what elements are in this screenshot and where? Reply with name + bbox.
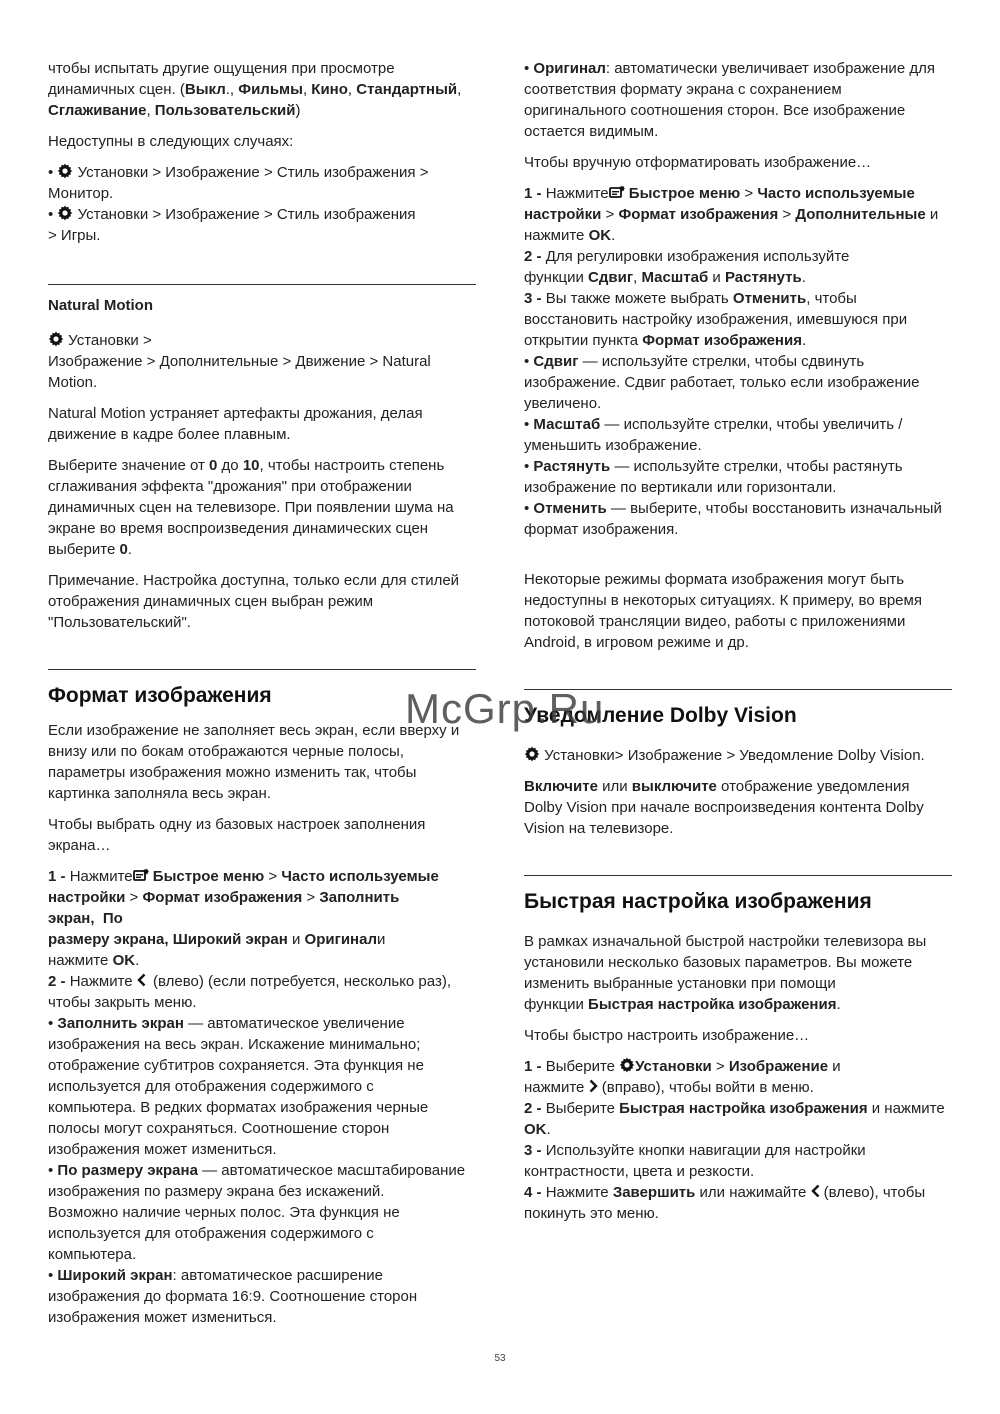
text: : автоматическое расширение <box>172 1267 383 1284</box>
text: , <box>90 910 103 927</box>
path-text: Установки > <box>64 332 152 349</box>
natural-motion-path <box>48 330 476 393</box>
text: Выберите значение от <box>48 457 210 474</box>
text-line: используется для отображения содержимого с <box>48 1078 374 1095</box>
text: и <box>376 931 386 948</box>
scale-label: Масштаб <box>533 416 601 433</box>
text: и <box>287 931 305 948</box>
text-line: Возможно наличие черных полос. Эта функция не <box>48 1204 400 1221</box>
quick-menu-label: Быстрое меню <box>148 868 265 885</box>
settings-label: Установки <box>635 1058 712 1075</box>
text: . <box>801 332 807 349</box>
text: функции <box>524 996 589 1013</box>
enable-label: Включите <box>524 778 598 795</box>
text: , чтобы <box>806 290 857 307</box>
text-line: Vision на телевизоре. <box>524 820 674 837</box>
step-number: 4 - <box>524 1184 546 1201</box>
text-line: изображения на весь экран. Искажение минимально; <box>48 1036 421 1053</box>
text-line: изображения может измениться. <box>48 1141 277 1158</box>
unavailable-label: Недоступны в следующих случаях: <box>48 133 294 150</box>
text-line: изображения до формата 16:9. Соотношение сторон <box>48 1288 418 1305</box>
text: > <box>601 206 619 223</box>
frequent-settings-label: настройки <box>48 889 126 906</box>
step-number: 3 - <box>524 1142 546 1159</box>
text: и <box>925 206 939 223</box>
original-label: Оригинал <box>304 931 377 948</box>
text-line: компьютера. <box>48 1246 137 1263</box>
style-smooth: Сглаживание <box>48 102 147 119</box>
text: — автоматическое масштабирование <box>197 1162 466 1179</box>
text-line: восстановить настройку изображения, имевшуюся при <box>524 311 908 328</box>
text-line: Android, в игровом режиме и др. <box>524 634 749 651</box>
format-limitations <box>524 569 952 653</box>
natural-motion-note <box>48 570 476 633</box>
undo-label: Отменить <box>732 290 807 307</box>
value-max: 10 <box>242 457 260 474</box>
text-line: формат изображения. <box>524 521 679 538</box>
stretch-label: Растянуть <box>533 458 611 475</box>
text: открытии пункта <box>524 332 643 349</box>
text: Используйте кнопки навигации для настройки <box>545 1142 866 1159</box>
text: нажмите <box>48 952 113 969</box>
step-number: 2 - <box>524 248 546 265</box>
text: . <box>546 1121 551 1138</box>
text: динамичных сцен. ( <box>48 81 185 98</box>
style-off: Выкл <box>184 81 226 98</box>
text-line: остается видимым. <box>524 123 659 140</box>
text-line: изображения может измениться. <box>48 1309 277 1326</box>
shift-label: Сдвиг <box>588 269 634 286</box>
text: Нажмите <box>545 185 609 202</box>
ok-label: OK <box>588 227 612 244</box>
picture-format-label: Формат изображения <box>142 889 303 906</box>
text: Нажмите <box>545 1184 613 1201</box>
text: Выберите <box>545 1058 620 1075</box>
gear-icon <box>48 331 64 347</box>
text: — выберите, чтобы восстановить изначальный <box>606 500 942 517</box>
text: (влево) (если потребуется, несколько раз), <box>148 973 451 990</box>
text: > <box>778 206 796 223</box>
text: и нажмите <box>867 1100 945 1117</box>
section-divider <box>524 875 952 876</box>
text-line: изображение по вертикали или горизонтали. <box>524 479 837 496</box>
picture-format-description <box>48 720 476 804</box>
text: — используйте стрелки, чтобы растянуть <box>610 458 903 475</box>
undo-label: Отменить <box>533 500 607 517</box>
text: . <box>611 227 616 244</box>
style-standard: Стандартный <box>356 81 458 98</box>
text: , <box>302 81 312 98</box>
text: > <box>302 889 320 906</box>
text-line: изменить выбранные установки при помощи <box>524 975 836 992</box>
text: > <box>264 868 282 885</box>
watermark: McGrp.Ru <box>405 685 605 732</box>
step-number: 2 - <box>524 1100 546 1117</box>
text-line: недоступны в некоторых ситуациях. К примеру, во время <box>524 592 922 609</box>
text: Нажмите <box>69 868 133 885</box>
frequent-settings-label: Часто используемые <box>757 185 915 202</box>
fit-screen-label: размеру экрана, Широкий экран <box>48 931 288 948</box>
section-divider <box>48 669 476 670</box>
style-cinema: Кино <box>311 81 348 98</box>
text-line: чтобы закрыть меню. <box>48 994 197 1011</box>
shift-label: Сдвиг <box>533 353 579 370</box>
picture-label: Изображение <box>728 1058 829 1075</box>
step-number: 3 - <box>524 290 546 307</box>
stretch-label: Растянуть <box>724 269 802 286</box>
text: — используйте стрелки, чтобы увеличить / <box>600 416 903 433</box>
text: Выберите <box>545 1100 620 1117</box>
text: . <box>127 541 132 558</box>
text-line: Чтобы выбрать одну из базовых настроек заполнения <box>48 816 426 833</box>
text-line: Некоторые режимы формата изображения могут быть <box>524 571 905 588</box>
picture-style-intro <box>48 58 476 121</box>
text-line: увеличено. <box>524 395 602 412</box>
quick-menu-label: Быстрое меню <box>624 185 741 202</box>
manual-steps: 1 - Нажмите Быстрое меню > Часто используемые настройки > Формат изображения > Дополнительные и нажмите OK. 2 - Для регулировки изображения используйте функции Сдвиг, Масштаб и Растянуть. 3 - Вы также можете выбрать Отменить, чтобы восстановить настройку изображения, имевшуюся при открытии пункта Формат изображения. • Сдвиг — используйте стрелки, чтобы сдвинуть изображение. Сдвиг работает, только если изображение увеличено. • Масштаб — используйте стрелки, чтобы увеличить / уменьшить изображение. • Растянуть — используйте стрелки, чтобы растянуть изображение по вертикали или горизонтали. • Отменить — выберите, чтобы восстановить изначальный формат изображения. <box>524 183 952 540</box>
text-line: внизу или по бокам отображаются черные полосы, <box>48 743 405 760</box>
step-number: 1 - <box>524 185 546 202</box>
case-path: > Игры. <box>48 227 101 244</box>
fill-screen-label: Заполнить экран <box>48 889 400 927</box>
text-line: изображения по размеру экрана без искажений. <box>48 1183 385 1200</box>
section-divider <box>48 284 476 285</box>
text-line: установили несколько базовых параметров. Вы можете <box>524 954 913 971</box>
text-line: уменьшить изображение. <box>524 437 702 454</box>
text: или нажимайте <box>695 1184 811 1201</box>
text: — автоматическое увеличение <box>183 1015 405 1032</box>
unavailable-cases: • Установки > Изображение > Стиль изображения > Монитор. • Установки > Изображение > Стиль изображения > Игры. <box>48 164 429 244</box>
right-column <box>524 58 952 1224</box>
quick-menu-icon <box>609 185 625 199</box>
quick-setup-label: Быстрая настройка изображения <box>588 996 837 1013</box>
basic-settings-intro <box>48 814 476 856</box>
text-line: Если изображение не заполняет весь экран, если вверху и <box>48 722 460 739</box>
text-line: соответствия формату экрана с сохранением <box>524 81 842 98</box>
text-line: полосы могут сохраняться. Соотношение сторон <box>48 1120 390 1137</box>
text: нажмите <box>524 227 589 244</box>
text-line: покинуть это меню. <box>524 1205 659 1222</box>
text: ) <box>295 102 301 119</box>
scale-label: Масштаб <box>641 269 709 286</box>
gear-icon <box>57 163 73 179</box>
text: > <box>711 1058 729 1075</box>
text-line: динамичных сцен на телевизоре. При появлении шума на <box>48 499 454 516</box>
text-line: параметры изображения можно изменить так, чтобы <box>48 764 417 781</box>
text: > <box>740 185 758 202</box>
chevron-right-icon <box>589 1079 598 1093</box>
gear-icon <box>524 746 540 762</box>
case-path: Монитор. <box>48 185 114 202</box>
text-line: компьютера. В редких форматах изображения черные <box>48 1099 429 1116</box>
page-number: 53 <box>494 1353 506 1364</box>
frequent-settings-label: настройки <box>524 206 602 223</box>
gear-icon <box>619 1057 635 1073</box>
path-text: Motion. <box>48 374 98 391</box>
value-zero: 0 <box>119 541 128 558</box>
advanced-label: Дополнительные <box>795 206 926 223</box>
fill-screen-label: Заполнить экран <box>57 1015 184 1032</box>
text: , <box>633 269 642 286</box>
text-line: потоковой трансляции видео, работы с приложениями <box>524 613 906 630</box>
text: Нажмите <box>69 973 137 990</box>
text: выберите <box>48 541 120 558</box>
text: функции <box>524 269 589 286</box>
step-number: 2 - <box>48 973 70 990</box>
text-line: "Пользовательский". <box>48 614 191 631</box>
quick-setup-label: Быстрая настройка изображения <box>619 1100 868 1117</box>
text: — используйте стрелки, чтобы сдвинуть <box>578 353 865 370</box>
text: > <box>125 889 143 906</box>
natural-motion-title: Natural Motion <box>48 297 153 314</box>
dolby-vision-description <box>524 776 952 839</box>
finish-label: Завершить <box>612 1184 696 1201</box>
text: (влево), чтобы <box>819 1184 926 1201</box>
quick-setup-description <box>524 931 952 1015</box>
text-line: движение в кадре более плавным. <box>48 426 291 443</box>
chevron-left-icon <box>137 973 146 987</box>
quick-setup-intro: Чтобы быстро настроить изображение… <box>524 1027 810 1044</box>
picture-format-heading: Формат изображения <box>48 684 272 707</box>
text: и <box>708 269 725 286</box>
text-line: экрана… <box>48 837 111 854</box>
text-line: отображение субтитров сохраняется. Эта функция не <box>48 1057 424 1074</box>
text-line: чтобы испытать другие ощущения при просмотре <box>48 60 395 77</box>
natural-motion-description <box>48 403 476 445</box>
case-path: Установки > Изображение > Стиль изображения > <box>73 164 429 181</box>
chevron-left-icon <box>811 1184 820 1198</box>
text: , <box>146 102 155 119</box>
text-line: изображение. Сдвиг работает, только если изображение <box>524 374 920 391</box>
text: . <box>836 996 841 1013</box>
text: ., <box>225 81 239 98</box>
text-line: экране во время воспроизведения динамических сцен <box>48 520 429 537</box>
picture-format-label: Формат изображения <box>642 332 802 349</box>
step-number: 1 - <box>524 1058 546 1075</box>
text: отображение уведомления <box>716 778 910 795</box>
original-label: Оригинал <box>533 60 606 77</box>
text: : автоматически увеличивает изображение для <box>605 60 935 77</box>
text: , чтобы настроить степень <box>259 457 445 474</box>
ok-label: OK <box>524 1121 547 1138</box>
text-line: Dolby Vision при начале воспроизведения контента Dolby <box>524 799 924 816</box>
case-path: Установки > Изображение > Стиль изображения <box>73 206 416 223</box>
text: Для регулировки изображения используйте <box>545 248 850 265</box>
text-line: отображения динамичных сцен выбран режим <box>48 593 374 610</box>
text: и <box>828 1058 841 1075</box>
text-line: В рамках изначальной быстрой настройки телевизора вы <box>524 933 927 950</box>
fit-screen-label: По размеру экрана <box>57 1162 198 1179</box>
frequent-settings-label: Часто используемые <box>281 868 439 885</box>
original-item: • Оригинал: автоматически увеличивает изображение для соответствия формату экрана с сохранением оригинального соотношения сторон. Все изображение остается видимым. <box>524 58 952 142</box>
text: до <box>217 457 243 474</box>
text-line: сглаживания эффекта "дрожания" при отображении <box>48 478 412 495</box>
text: (вправо), чтобы войти в меню. <box>597 1079 814 1096</box>
text: нажмите <box>524 1079 589 1096</box>
text-line: Примечание. Настройка доступна, только если для стилей <box>48 572 460 589</box>
manual-format-intro: Чтобы вручную отформатировать изображение… <box>524 154 872 171</box>
text-line: картинка заполняла весь экран. <box>48 785 271 802</box>
text: , <box>457 81 462 98</box>
style-films: Фильмы <box>238 81 303 98</box>
text: или <box>597 778 632 795</box>
text-line: оригинального соотношения сторон. Все изображение <box>524 102 906 119</box>
ok-label: OK <box>112 952 136 969</box>
value-min: 0 <box>209 457 218 474</box>
wide-screen-label: Широкий экран <box>57 1267 173 1284</box>
quick-menu-icon <box>133 868 149 882</box>
style-custom: Пользовательский <box>154 102 296 119</box>
natural-motion-value <box>48 455 476 560</box>
quick-picture-setup-heading: Быстрая настройка изображения <box>524 890 872 913</box>
picture-format-label: Формат изображения <box>618 206 779 223</box>
disable-label: выключите <box>631 778 717 795</box>
dolby-vision-heading: Уведомление Dolby Vision <box>524 704 797 727</box>
step-number: 1 - <box>48 868 70 885</box>
fit-screen-label: По <box>102 910 123 927</box>
text: . <box>135 952 140 969</box>
path-text: Установки> Изображение > Уведомление Dolby Vision. <box>540 747 925 764</box>
gear-icon <box>57 205 73 221</box>
basic-steps: 1 - Нажмите Быстрое меню > Часто используемые настройки > Формат изображения > Заполнить экран, По размеру экрана, Широкий экран и Оригинали нажмите OK. 2 - Нажмите (влево) (если потребуется, несколько раз), чтобы закрыть меню. • Заполнить экран — автоматическое увеличение изображения на весь экран. Искажение минимально; отображение субтитров сохраняется. Эта функция не используется для отображения содержимого с компьютера. В редких форматах изображения черные полосы могут сохраняться. Соотношение сторон изображения может измениться. • По размеру экрана — автоматическое масштабирование изображения по размеру экрана без искажений. Возможно наличие черных полос. Эта функция не используется для отображения содержимого с компьютера. • Широкий экран: автоматическое расширение изображения до формата 16:9. Соотношение сторон изображения может измениться. <box>48 866 476 1328</box>
dolby-vision-path <box>524 745 952 766</box>
quick-setup-steps <box>524 1056 952 1224</box>
text: Вы также можете выбрать <box>545 290 733 307</box>
text: , <box>347 81 357 98</box>
text-line: используется для отображения содержимого с <box>48 1225 374 1242</box>
path-text: Изображение > Дополнительные > Движение > Natural <box>48 353 431 370</box>
text-line: Natural Motion устраняет артефакты дрожания, делая <box>48 405 423 422</box>
text-line: контрастности, цвета и резкости. <box>524 1163 755 1180</box>
text: . <box>801 269 806 286</box>
